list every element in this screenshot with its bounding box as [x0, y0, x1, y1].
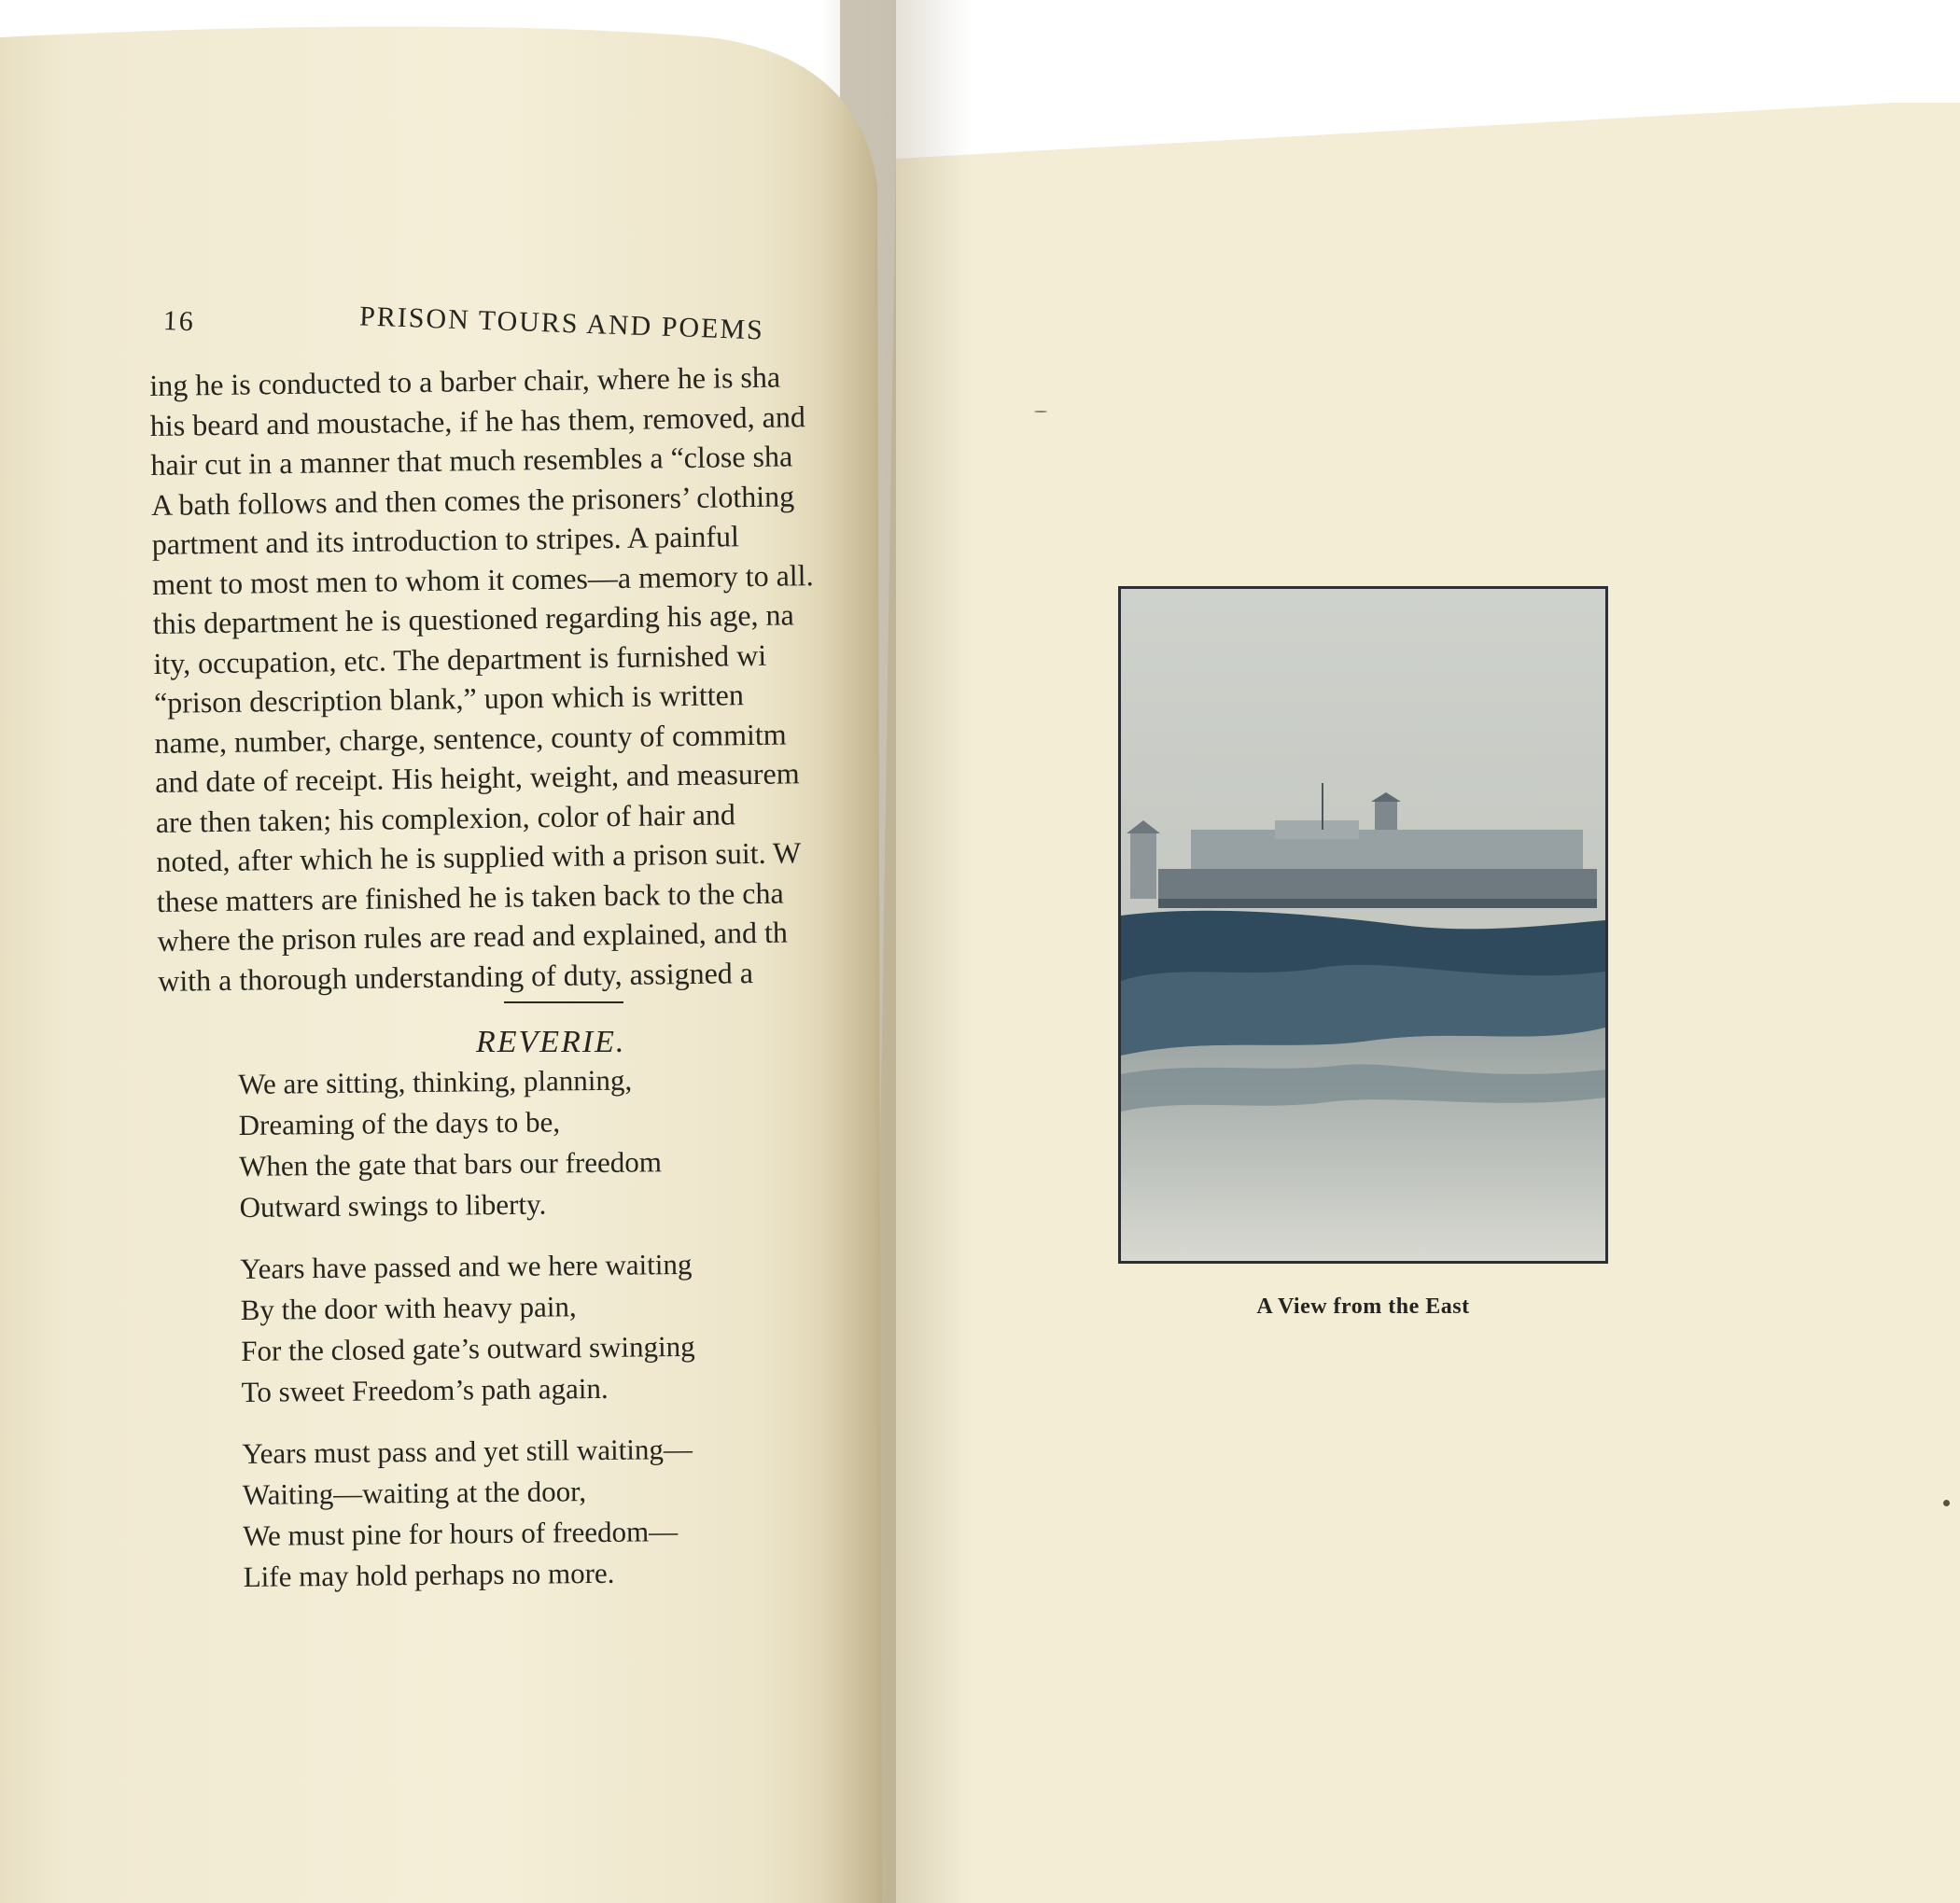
- poem-line: Life may hold perhaps no more.: [243, 1556, 615, 1593]
- prose-line: where the prison rules are read and explained, and th: [157, 915, 789, 958]
- prose-line: name, number, charge, sentence, county of commitm: [154, 717, 787, 760]
- poem-line: Waiting—waiting at the door,: [242, 1475, 587, 1511]
- prose-line: partment and its introduction to stripes. A painful: [151, 519, 740, 561]
- prose-line: and date of receipt. His height, weight, and measurem: [154, 756, 800, 799]
- section-divider: [504, 1001, 623, 1003]
- photo-illustration: [1121, 589, 1605, 1261]
- prose-line: his beard and moustache, if he has them, removed, and: [149, 399, 806, 442]
- prose-line: are then taken; his complexion, color of hair and: [155, 796, 736, 839]
- paper-mark: [1943, 1500, 1950, 1506]
- poem-line: Dreaming of the days to be,: [238, 1105, 561, 1141]
- prose-line: hair cut in a manner that much resembles a “close sha: [150, 439, 793, 482]
- prose-line: ment to most men to whom it comes—a memory to all.: [152, 557, 814, 601]
- poem: [238, 1057, 897, 1618]
- water: [1121, 1028, 1605, 1261]
- photo-caption: A View from the East: [1256, 1294, 1470, 1319]
- poem-line: We are sitting, thinking, planning,: [238, 1063, 633, 1100]
- prose-line: “prison description blank,” upon which is written: [153, 678, 745, 720]
- prose-line: ing he is conducted to a barber chair, where he is sha: [149, 359, 781, 402]
- prose-line: these matters are finished he is taken back to the cha: [156, 875, 784, 918]
- prose-block: [149, 356, 895, 1000]
- paper-mark: [1034, 411, 1047, 413]
- poem-line: For the closed gate’s outward swinging: [241, 1329, 695, 1367]
- prose-line: with a thorough understanding of duty, assigned a: [157, 955, 754, 998]
- poem-title: REVERIE.: [476, 1025, 626, 1059]
- poem-stanza: [238, 1057, 893, 1228]
- page-number: 16: [162, 305, 196, 338]
- prose-line: noted, after which he is supplied with a prison suit. W: [156, 835, 802, 878]
- prison-photograph: [1118, 586, 1608, 1264]
- prose-line: ity, occupation, etc. The department is furnished wi: [153, 637, 767, 680]
- right-watchtower: [1375, 802, 1397, 830]
- poem-line: Years have passed and we here waiting: [240, 1247, 693, 1285]
- poem-stanza: [240, 1242, 895, 1413]
- building-block: [1275, 820, 1359, 839]
- book-title: PRISON TOURS AND POEMS: [358, 301, 765, 346]
- poem-line: When the gate that bars our freedom: [238, 1145, 663, 1182]
- wall-base: [1158, 899, 1597, 908]
- prose-line: A bath follows and then comes the prisoners’ clothing: [150, 478, 795, 522]
- poem-line: Outward swings to liberty.: [239, 1187, 547, 1224]
- poem-line: Years must pass and yet still waiting—: [242, 1432, 693, 1470]
- poem-stanza: [242, 1427, 897, 1598]
- poem-line: By the door with heavy pain,: [240, 1290, 577, 1326]
- left-watchtower: [1130, 833, 1156, 899]
- poem-line: We must pine for hours of freedom—: [243, 1515, 679, 1552]
- poem-line: To sweet Freedom’s path again.: [241, 1371, 609, 1408]
- prose-line: this department he is questioned regarding his age, na: [152, 597, 794, 640]
